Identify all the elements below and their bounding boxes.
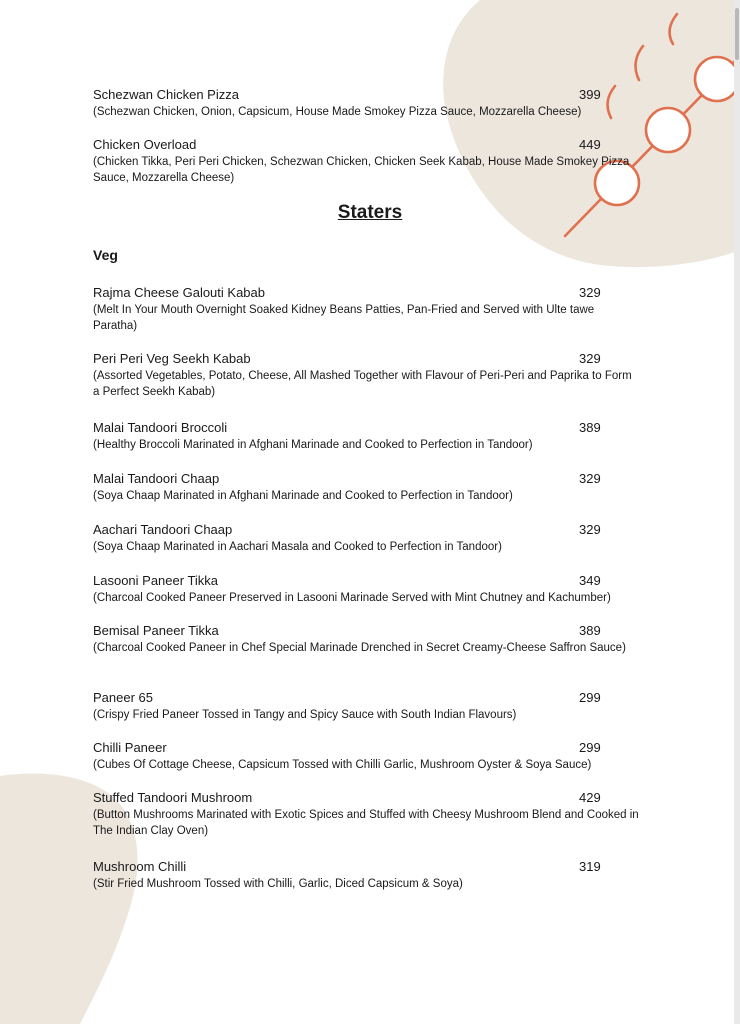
menu-item: [93, 470, 653, 504]
menu-item: [93, 572, 653, 606]
item-price: 389: [579, 623, 601, 638]
section-title: Staters: [337, 202, 403, 223]
item-description: (Charcoal Cooked Paneer in Chef Special Marinade Drenched in Secret Creamy-Cheese Saffron Sauce): [93, 642, 626, 654]
item-name: Mushroom Chilli: [93, 859, 187, 874]
item-price: 349: [579, 573, 601, 588]
item-description: (Crispy Fried Paneer Tossed in Tangy and Spicy Sauce with South Indian Flavours): [93, 709, 517, 721]
item-name: Paneer 65: [93, 690, 153, 705]
item-price: 429: [579, 790, 601, 805]
item-description: (Melt In Your Mouth Overnight Soaked Kidney Beans Patties, Pan-Fried and Served with Ulte tawe Paratha): [93, 304, 595, 332]
menu-item: [93, 739, 653, 773]
menu-item: [93, 86, 653, 120]
item-price: 399: [579, 87, 601, 102]
item-price: 329: [579, 351, 601, 366]
item-name: Lasooni Paneer Tikka: [93, 573, 219, 588]
item-price: 329: [579, 285, 601, 300]
menu-item: [93, 136, 653, 186]
item-price: 299: [579, 740, 601, 755]
item-description: (Chicken Tikka, Peri Peri Chicken, Schezwan Chicken, Chicken Seek Kabab, House Made Smokey Pizza Sauce, Mozzarella Cheese): [93, 156, 630, 184]
item-name: Malai Tandoori Broccoli: [93, 420, 228, 435]
scrollbar-track[interactable]: [734, 0, 740, 1024]
item-price: 329: [579, 471, 601, 486]
menu-item: [93, 350, 653, 400]
item-price: 299: [579, 690, 601, 705]
menu-item: [93, 521, 653, 555]
item-name: Chilli Paneer: [93, 740, 167, 755]
item-name: Bemisal Paneer Tikka: [93, 623, 219, 638]
item-price: 389: [579, 420, 601, 435]
menu-item: [93, 622, 653, 656]
scrollbar-thumb[interactable]: [735, 8, 739, 60]
item-description: (Assorted Vegetables, Potato, Cheese, All Mashed Together with Flavour of Peri-Peri and Paprika to Form a Perfect Seekh Kabab): [93, 370, 632, 398]
item-price: 329: [579, 522, 601, 537]
menu-item: [93, 689, 653, 723]
item-description: (Cubes Of Cottage Cheese, Capsicum Tossed with Chilli Garlic, Mushroom Oyster & Soya Sauce): [93, 759, 592, 771]
item-name: Schezwan Chicken Pizza: [93, 87, 239, 102]
item-name: Peri Peri Veg Seekh Kabab: [93, 351, 251, 366]
menu-item: [93, 858, 653, 892]
item-name: Stuffed Tandoori Mushroom: [93, 790, 253, 805]
subsection-title: Veg: [93, 247, 118, 263]
menu-item: [93, 284, 653, 334]
item-name: Aachari Tandoori Chaap: [93, 522, 233, 537]
item-price: 449: [579, 137, 601, 152]
menu-item: [93, 419, 653, 453]
item-description: (Soya Chaap Marinated in Aachari Masala and Cooked to Perfection in Tandoor): [93, 541, 502, 553]
item-description: (Stir Fried Mushroom Tossed with Chilli, Garlic, Diced Capsicum & Soya): [93, 878, 463, 890]
item-description: (Button Mushrooms Marinated with Exotic Spices and Stuffed with Cheesy Mushroom Blend and Cooked in The Indian Clay Oven): [93, 809, 639, 837]
item-description: (Schezwan Chicken, Onion, Capsicum, House Made Smokey Pizza Sauce, Mozzarella Cheese): [93, 106, 582, 118]
item-price: 319: [579, 859, 601, 874]
item-description: (Charcoal Cooked Paneer Preserved in Lasooni Marinade Served with Mint Chutney and Kachumber): [93, 592, 611, 604]
item-name: Malai Tandoori Chaap: [93, 471, 220, 486]
menu-item: [93, 789, 653, 839]
item-name: Chicken Overload: [93, 137, 197, 152]
item-description: (Healthy Broccoli Marinated in Afghani Marinade and Cooked to Perfection in Tandoor): [93, 439, 533, 451]
item-description: (Soya Chaap Marinated in Afghani Marinade and Cooked to Perfection in Tandoor): [93, 490, 513, 502]
item-name: Rajma Cheese Galouti Kabab: [93, 285, 265, 300]
